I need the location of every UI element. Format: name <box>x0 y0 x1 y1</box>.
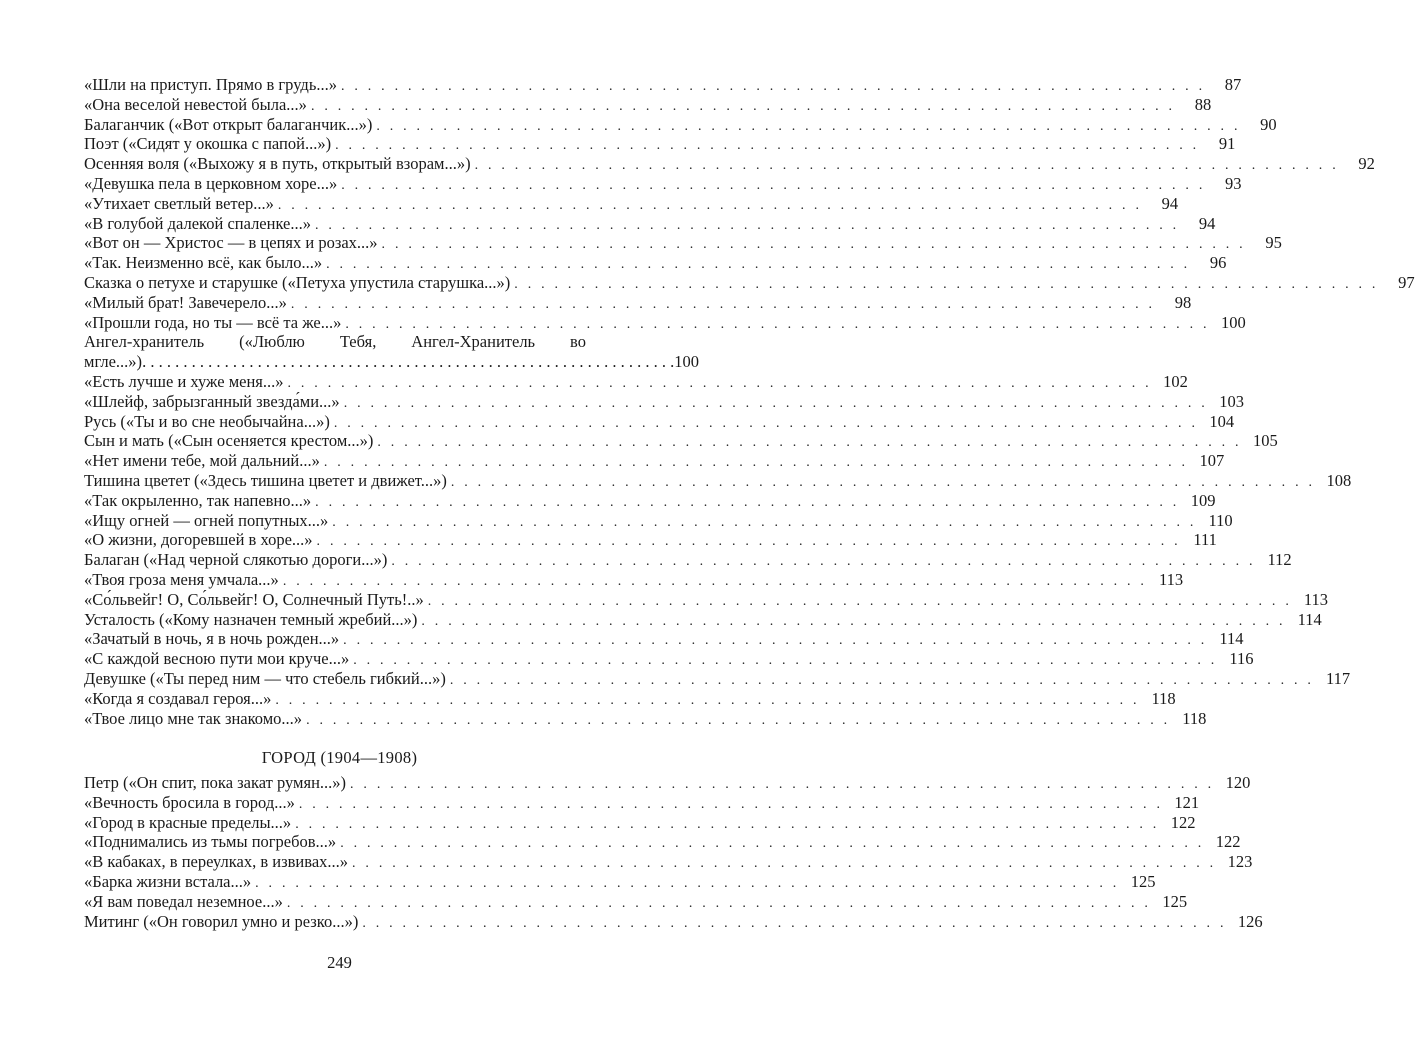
dot-leader: . . . . . . . . . . . . . . . . . . . . . . . . . . . . . . . . . . . . . . . . . . . . . . . . . . . . . . . . . . . . . . . . . <box>323 455 1189 471</box>
toc-entry-page: 118 <box>1151 688 1176 708</box>
toc-entry-title-word: («Люблю <box>239 332 305 352</box>
dot-leader: . . . . . . . . . . . . . . . . . . . . . . . . . . . . . . . . . . . . . . . . . . . . . . . . . . . . . . . . . . . . . . . . . <box>290 296 1156 312</box>
dot-leader: . . . . . . . . . . . . . . . . . . . . . . . . . . . . . . . . . . . . . . . . . . . . . . . . . . . . . . . . . . . . . . . . . <box>326 257 1191 273</box>
dot-leader: . . . . . . . . . . . . . . . . . . . . . . . . . . . . . . . . . . . . . . . . . . . . . . . . . . . . . . . . . . . . . . . . . <box>255 875 1120 891</box>
dot-leader: . . . . . . . . . . . . . . . . . . . . . . . . . . . . . . . . . . . . . . . . . . . . . . . . . . . . . . . . . . . . . . . . . <box>427 593 1293 609</box>
toc-entry <box>84 812 1196 833</box>
toc-entry-title: «Твое лицо мне так знакомо...» <box>84 708 303 728</box>
toc-entry <box>84 451 1225 471</box>
dot-leader: . . . . . . . . . . . . . . . . . . . . . . . . . . . . . . . . . . . . . . . . . . . . . . . . . . . . . . . . . . . . . . . . . <box>376 118 1241 134</box>
dot-leader: . . . . . . . . . . . . . . . . . . . . . . . . . . . . . . . . . . . . . . . . . . . . . . . . . . . . . . . . . . . . . . . . . <box>335 138 1200 154</box>
toc-entry <box>84 832 1241 852</box>
toc-entry-title: «Вот он — Христос — в цепях и розах...» <box>84 233 378 253</box>
toc-entry-title: Балаганчик («Вот открыт балаганчик...») <box>84 114 373 134</box>
toc-entry-page: 87 <box>1224 75 1242 94</box>
toc-entry-page: 103 <box>1219 391 1244 411</box>
toc-entry <box>84 253 1227 273</box>
toc-entry-page: 94 <box>1161 193 1179 213</box>
toc-entry-title-word: во <box>570 332 586 352</box>
toc-entry <box>84 134 1236 154</box>
dot-leader: . . . . . . . . . . . . . . . . . . . . . . . . . . . . . . . . . . . . . . . . . . . . . . . . . . . . . . . . . . . . . . . . . <box>449 672 1315 688</box>
toc-entry <box>84 911 1263 932</box>
toc-entry <box>84 871 1156 892</box>
toc-entry-title: «Твоя гроза меня умчала...» <box>84 569 279 589</box>
toc-entry <box>84 431 1278 451</box>
toc-entry <box>84 154 1375 174</box>
toc-entry-title: Русь («Ты и во сне необычайна...») <box>84 411 330 431</box>
toc-entry-page: 94 <box>1198 213 1216 233</box>
toc-entry <box>84 530 1217 550</box>
toc-entry-title: Тишина цветет («Здесь тишина цветет и движет...») <box>84 470 447 490</box>
toc-entry-page: 100 <box>1220 312 1246 332</box>
toc-entry-title: Осенняя воля («Выхожу я в путь, открытый взорам...») <box>84 154 471 174</box>
toc-entry-title: «Так окрыленно, так напевно...» <box>84 490 312 510</box>
toc-entry-page: 107 <box>1199 451 1225 471</box>
dot-leader: . . . . . . . . . . . . . . . . . . . . . . . . . . . . . . . . . . . . . . . . . . . . . . . . . . . . . . . . . . . . . . . . . <box>353 653 1218 669</box>
toc-entry-title: Усталость («Кому назначен темный жребий...») <box>84 609 418 629</box>
toc-entry-page: 122 <box>1215 832 1241 852</box>
toc-entry <box>84 792 1200 813</box>
dot-leader: . . . . . . . . . . . . . . . . . . . . . . . . . . . . . . . . . . . . . . . . . . . . . . . . . . . . . . . . . . . . . . . . . <box>275 692 1140 708</box>
toc-entry-title: «Город в красные пределы...» <box>84 812 292 832</box>
dot-leader: . . . . . . . . . . . . . . . . . . . . . . . . . . . . . . . . . . . . . . . . . . . . . . . . . . . . . . . . . . . . . . . . . <box>333 415 1199 431</box>
toc-entry-page: 114 <box>1297 609 1322 629</box>
toc-entry-page: 120 <box>1225 773 1251 792</box>
dot-leader: . . . . . . . . . . . . . . . . . . . . . . . . . . . . . . . . . . . . . . . . . . . . . . . . . . . . . . . . . . . . . . . . . <box>345 316 1210 332</box>
toc-list-main <box>84 75 1415 728</box>
toc-entry-page: 110 <box>1208 510 1233 530</box>
toc-entry-title: «Девушка пела в церковном хоре...» <box>84 173 338 193</box>
toc-entry-page: 114 <box>1219 629 1244 649</box>
toc-entry <box>84 589 1329 610</box>
dot-leader: . . . . . . . . . . . . . . . . . . . . . . . . . . . . . . . . . . . . . . . . . . . . . . . . . . . . . . . . . . . . . . . . . <box>421 613 1286 629</box>
toc-list-gorod <box>84 773 1263 931</box>
toc-entry-title: «С каждой весною пути мои круче...» <box>84 649 350 669</box>
toc-entry-title: «Шлейф, забрызганный звезда́ми...» <box>84 391 340 411</box>
toc-entry <box>84 233 1282 253</box>
toc-entry-page: 121 <box>1174 792 1200 812</box>
toc-entry-title: «Со́львейг! О, Со́львейг! О, Солнечный Путь!..» <box>84 589 424 609</box>
toc-entry-page: 96 <box>1209 253 1227 273</box>
toc-entry-page: 108 <box>1326 470 1352 490</box>
dot-leader: . . . . . . . . . . . . . . . . . . . . . . . . . . . . . . . . . . . . . . . . . . . . . . . . . . . . . . . . . . . . . . . . . <box>142 352 675 372</box>
toc-entry-page: 100 <box>674 352 699 372</box>
toc-entry <box>84 193 1179 214</box>
toc-entry-page: 90 <box>1260 114 1277 134</box>
toc-entry-page: 118 <box>1182 708 1207 728</box>
dot-leader: . . . . . . . . . . . . . . . . . . . . . . . . . . . . . . . . . . . . . . . . . . . . . . . . . . . . . . . . . . . . . . . . . <box>391 554 1256 570</box>
dot-leader: . . . . . . . . . . . . . . . . . . . . . . . . . . . . . . . . . . . . . . . . . . . . . . . . . . . . . . . . . . . . . . . . . <box>350 777 1215 792</box>
dot-leader: . . . . . . . . . . . . . . . . . . . . . . . . . . . . . . . . . . . . . . . . . . . . . . . . . . . . . . . . . . . . . . . . . <box>341 177 1206 193</box>
dot-leader: . . . . . . . . . . . . . . . . . . . . . . . . . . . . . . . . . . . . . . . . . . . . . . . . . . . . . . . . . . . . . . . . . <box>474 158 1339 174</box>
toc-entry-title: Балаган («Над черной слякотью дороги...») <box>84 550 388 570</box>
toc-entry <box>84 569 1184 590</box>
toc-entry-page: 117 <box>1325 668 1351 688</box>
dot-leader: . . . . . . . . . . . . . . . . . . . . . . . . . . . . . . . . . . . . . . . . . . . . . . . . . . . . . . . . . . . . . . . . . <box>295 816 1160 832</box>
toc-entry-title-word: Ангел-Хранитель <box>411 332 536 352</box>
dot-leader: . . . . . . . . . . . . . . . . . . . . . . . . . . . . . . . . . . . . . . . . . . . . . . . . . . . . . . . . . . . . . . . . . <box>286 895 1152 911</box>
dot-leader: . . . . . . . . . . . . . . . . . . . . . . . . . . . . . . . . . . . . . . . . . . . . . . . . . . . . . . . . . . . . . . . . . <box>381 237 1246 253</box>
toc-entry-page: 98 <box>1174 292 1192 312</box>
toc-entry <box>84 114 1277 135</box>
toc-entry-page: 122 <box>1170 812 1196 832</box>
toc-entry-page: 97 <box>1398 272 1415 292</box>
dot-leader: . . . . . . . . . . . . . . . . . . . . . . . . . . . . . . . . . . . . . . . . . . . . . . . . . . . . . . . . . . . . . . . . . <box>343 633 1208 649</box>
toc-entry-title: «Так. Неизменно всё, как было...» <box>84 253 323 273</box>
toc-entry-title: «Милый брат! Завечерело...» <box>84 292 287 312</box>
toc-entry-page: 91 <box>1218 134 1236 154</box>
toc-entry-title: «Когда я создавал героя...» <box>84 688 272 708</box>
toc-entry <box>84 292 1192 313</box>
dot-leader: . . . . . . . . . . . . . . . . . . . . . . . . . . . . . . . . . . . . . . . . . . . . . . . . . . . . . . . . . . . . . . . . . <box>332 514 1197 530</box>
toc-entry-title: «Вечность бросила в город...» <box>84 792 295 812</box>
toc-entry-title: Поэт («Сидят у окошка с папой...») <box>84 134 332 154</box>
dot-leader: . . . . . . . . . . . . . . . . . . . . . . . . . . . . . . . . . . . . . . . . . . . . . . . . . . . . . . . . . . . . . . . . . <box>306 712 1171 728</box>
toc-entry <box>84 649 1254 669</box>
toc-entry <box>84 852 1253 872</box>
toc-entry-page: 123 <box>1227 852 1253 872</box>
toc-entry-page: 113 <box>1158 569 1184 589</box>
toc-entry-title: Петр («Он спит, пока закат румян...») <box>84 773 347 792</box>
dot-leader: . . . . . . . . . . . . . . . . . . . . . . . . . . . . . . . . . . . . . . . . . . . . . . . . . . . . . . . . . . . . . . . . . <box>282 573 1148 589</box>
toc-entry <box>84 272 1415 293</box>
toc-entry-title: «В голубой далекой спаленке...» <box>84 213 312 233</box>
toc-entry <box>84 510 1233 531</box>
dot-leader: . . . . . . . . . . . . . . . . . . . . . . . . . . . . . . . . . . . . . . . . . . . . . . . . . . . . . . . . . . . . . . . . . <box>315 494 1180 510</box>
toc-entry <box>84 75 1242 95</box>
dot-leader: . . . . . . . . . . . . . . . . . . . . . . . . . . . . . . . . . . . . . . . . . . . . . . . . . . . . . . . . . . . . . . . . . <box>352 856 1217 872</box>
toc-entry-title: «Есть лучше и хуже меня...» <box>84 371 284 391</box>
toc-entry-page: 109 <box>1190 490 1216 510</box>
toc-entry-title: «Барка жизни встала...» <box>84 871 252 891</box>
toc-entry-page: 102 <box>1163 371 1188 391</box>
toc-entry-page: 116 <box>1229 649 1254 669</box>
toc-entry-title: Сказка о петухе и старушке («Петуха упустила старушка...») <box>84 272 511 292</box>
toc-entry-title: «Нет имени тебе, мой дальний...» <box>84 451 320 471</box>
toc-entry <box>84 332 699 372</box>
dot-leader: . . . . . . . . . . . . . . . . . . . . . . . . . . . . . . . . . . . . . . . . . . . . . . . . . . . . . . . . . . . . . . . . . <box>277 197 1143 213</box>
toc-entry-page: 125 <box>1130 871 1156 891</box>
toc-entry-title: «Я вам поведал неземное...» <box>84 891 283 911</box>
toc-entry-page: 125 <box>1162 891 1188 911</box>
toc-entry-title: «О жизни, догоревшей в хоре...» <box>84 530 313 550</box>
toc-entry-page: 95 <box>1265 233 1282 253</box>
toc-entry-page: 112 <box>1267 550 1292 570</box>
toc-entry-title: «Поднимались из тьмы погребов...» <box>84 832 337 852</box>
toc-entry-title: Митинг («Он говорил умно и резко...») <box>84 911 359 931</box>
toc-entry-page: 88 <box>1194 94 1212 114</box>
toc-entry-title: «Она веселой невестой была...» <box>84 94 307 114</box>
toc-entry-title: «Ищу огней — огней попутных...» <box>84 510 329 530</box>
toc-entry-page: 92 <box>1358 154 1375 174</box>
toc-entry-title: «В кабаках, в переулках, в извивах...» <box>84 852 349 872</box>
toc-entry-page: 105 <box>1252 431 1278 451</box>
dot-leader: . . . . . . . . . . . . . . . . . . . . . . . . . . . . . . . . . . . . . . . . . . . . . . . . . . . . . . . . . . . . . . . . . <box>343 395 1208 411</box>
toc-entry <box>84 470 1352 491</box>
toc-entry <box>84 213 1216 234</box>
toc-entry-title: Сын и мать («Сын осеняется крестом...») <box>84 431 374 451</box>
toc-entry-page: 104 <box>1209 411 1235 431</box>
toc-entry <box>84 490 1216 511</box>
toc-entry <box>84 411 1235 432</box>
toc-entry <box>84 688 1176 709</box>
toc-entry-title-word: Тебя, <box>339 332 377 352</box>
dot-leader: . . . . . . . . . . . . . . . . . . . . . . . . . . . . . . . . . . . . . . . . . . . . . . . . . . . . . . . . . . . . . . . . . <box>315 217 1180 233</box>
toc-entry-page: 126 <box>1237 911 1263 931</box>
dot-leader: . . . . . . . . . . . . . . . . . . . . . . . . . . . . . . . . . . . . . . . . . . . . . . . . . . . . . . . . . . . . . . . . . <box>298 796 1164 812</box>
dot-leader: . . . . . . . . . . . . . . . . . . . . . . . . . . . . . . . . . . . . . . . . . . . . . . . . . . . . . . . . . . . . . . . . . <box>287 375 1152 391</box>
toc-entry <box>84 629 1244 649</box>
dot-leader: . . . . . . . . . . . . . . . . . . . . . . . . . . . . . . . . . . . . . . . . . . . . . . . . . . . . . . . . . . . . . . . . . <box>310 98 1176 114</box>
section-heading: ГОРОД (1904—1908) <box>261 748 418 767</box>
toc-entry <box>84 173 1242 194</box>
toc-entry-title: «Зачатый в ночь, я в ночь рожден...» <box>84 629 340 649</box>
toc-entry-page: 111 <box>1193 530 1217 550</box>
toc-entry-title-line2: мгле...») <box>84 352 143 372</box>
dot-leader: . . . . . . . . . . . . . . . . . . . . . . . . . . . . . . . . . . . . . . . . . . . . . . . . . . . . . . . . . . . . . . . . . <box>514 276 1379 292</box>
toc-entry <box>84 609 1322 630</box>
toc-entry <box>84 550 1292 570</box>
toc-entry-title: «Утихает светлый ветер...» <box>84 193 274 213</box>
dot-leader: . . . . . . . . . . . . . . . . . . . . . . . . . . . . . . . . . . . . . . . . . . . . . . . . . . . . . . . . . . . . . . . . . <box>316 534 1181 550</box>
dot-leader: . . . . . . . . . . . . . . . . . . . . . . . . . . . . . . . . . . . . . . . . . . . . . . . . . . . . . . . . . . . . . . . . . <box>340 79 1206 94</box>
toc-entry <box>84 94 1212 115</box>
toc-entry <box>84 891 1188 912</box>
page-number: 249 <box>327 953 352 972</box>
toc-entry <box>84 312 1246 333</box>
toc-entry-title: «Прошли года, но ты — всё та же...» <box>84 312 342 332</box>
toc-entry-title: Девушке («Ты перед ним — что стебель гибкий...») <box>84 668 446 688</box>
toc-entry <box>84 371 1188 392</box>
toc-entry-page: 93 <box>1225 173 1242 193</box>
toc-entry-page: 113 <box>1303 589 1329 609</box>
dot-leader: . . . . . . . . . . . . . . . . . . . . . . . . . . . . . . . . . . . . . . . . . . . . . . . . . . . . . . . . . . . . . . . . . <box>450 474 1316 490</box>
dot-leader: . . . . . . . . . . . . . . . . . . . . . . . . . . . . . . . . . . . . . . . . . . . . . . . . . . . . . . . . . . . . . . . . . <box>362 915 1227 931</box>
toc-entry-title-word: Ангел-хранитель <box>84 332 205 352</box>
toc-entry <box>84 773 1251 793</box>
toc-entry-title: «Шли на приступ. Прямо в грудь...» <box>84 75 337 94</box>
toc-entry <box>84 668 1351 689</box>
toc-entry-title-line1 <box>84 332 586 352</box>
dot-leader: . . . . . . . . . . . . . . . . . . . . . . . . . . . . . . . . . . . . . . . . . . . . . . . . . . . . . . . . . . . . . . . . . <box>377 435 1242 451</box>
toc-entry <box>84 708 1207 729</box>
toc-entry <box>84 391 1244 412</box>
dot-leader: . . . . . . . . . . . . . . . . . . . . . . . . . . . . . . . . . . . . . . . . . . . . . . . . . . . . . . . . . . . . . . . . . <box>340 836 1205 852</box>
